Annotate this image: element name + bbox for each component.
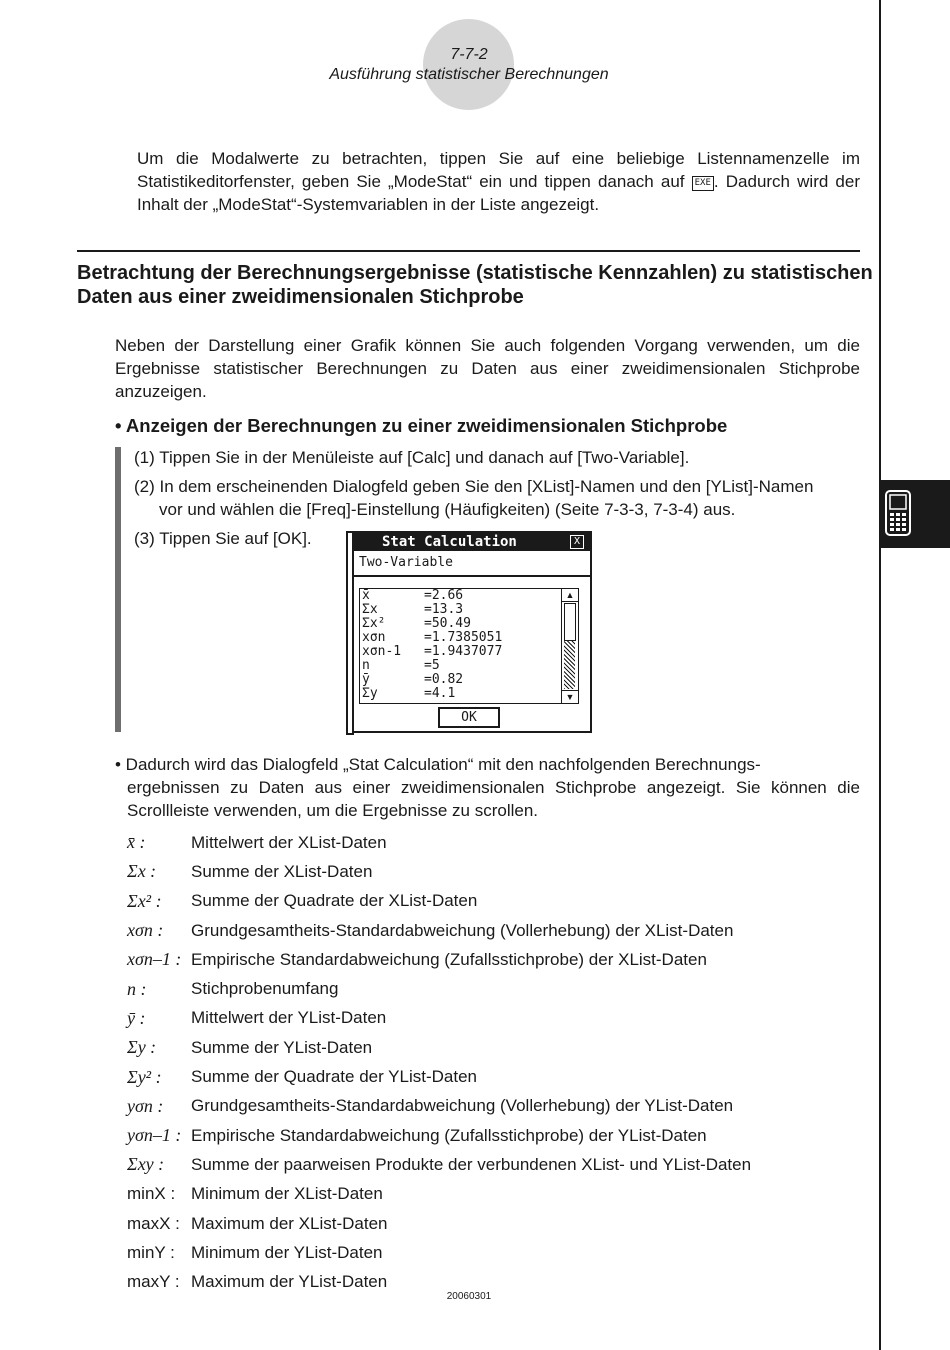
definition-row — [127, 1062, 867, 1091]
definition-row — [127, 1180, 867, 1209]
result-row — [360, 631, 578, 645]
result-row — [360, 673, 578, 687]
margin-rule — [879, 0, 881, 1350]
result-symbol: ȳ — [362, 672, 370, 687]
definition-text: Minimum der XList-Daten — [191, 1184, 383, 1204]
page-number: 7-7-2 — [450, 46, 488, 63]
definition-text: Mittelwert der YList-Daten — [191, 1008, 387, 1028]
definition-symbol: Σx : — [127, 861, 157, 882]
definition-symbol: xσn–1 : — [127, 949, 182, 970]
result-value: =1.7385051 — [424, 630, 503, 645]
definition-text: Summe der Quadrate der XList-Daten — [191, 891, 478, 911]
definition-text: Summe der YList-Daten — [191, 1037, 373, 1057]
definition-symbol: x̄ : — [127, 832, 146, 853]
definition-symbol: Σxy : — [127, 1154, 165, 1175]
section-title: Betrachtung der Berechnungsergebnisse (statistische Kennzahlen) zu statistischen Daten aus einer zweidimensionalen Stichprobe — [77, 262, 873, 308]
definition-row — [127, 1033, 867, 1062]
step-1: (1) Tippen Sie in der Menüleiste auf [Calc] und danach auf [Two-Variable]. — [134, 448, 690, 467]
result-value: =5 — [424, 658, 440, 673]
scroll-thumb[interactable] — [564, 603, 576, 641]
definition-symbol: yσn : — [127, 1095, 164, 1116]
definition-symbol: yσn–1 : — [127, 1125, 182, 1146]
definition-row — [127, 887, 867, 916]
dialog-mode: Two-Variable — [359, 555, 453, 570]
definition-symbol: Σy : — [127, 1037, 157, 1058]
definition-symbol: maxY : — [127, 1272, 180, 1292]
definition-text: Minimum der YList-Daten — [191, 1242, 383, 1262]
result-paragraph: • Dadurch wird das Dialogfeld „Stat Calculation“ mit den nachfolgenden Berechnungs- ergebnissen zu Daten aus einer zweidimensionalen Stichprobe angezeigt. Sie können die Scrollleiste verwenden, um die Ergebnisse zu scrollen. — [115, 755, 860, 820]
result-symbol: Σy — [362, 686, 378, 701]
dialog-title: Stat Calculation — [354, 533, 590, 551]
definition-row — [127, 974, 867, 1003]
definition-text: Summe der paarweisen Produkte der verbundenen XList- und YList-Daten — [191, 1154, 752, 1174]
definition-text: Empirische Standardabweichung (Zufallsstichprobe) der XList-Daten — [191, 949, 707, 969]
definition-list — [127, 828, 867, 1297]
definition-symbol: Σy² : — [127, 1066, 162, 1087]
definition-symbol: minY : — [127, 1242, 175, 1262]
definition-text: Mittelwert der XList-Daten — [191, 832, 387, 852]
definition-symbol: n : — [127, 978, 147, 999]
result-row — [360, 589, 578, 603]
result-row — [360, 687, 578, 701]
calculator-icon — [885, 490, 911, 536]
procedure-bar — [115, 447, 121, 732]
result-symbol: xσn — [362, 630, 386, 645]
definition-row — [127, 1092, 867, 1121]
result-row — [360, 645, 578, 659]
procedure-heading: • Anzeigen der Berechnungen zu einer zweidimensionalen Stichprobe — [115, 415, 728, 436]
close-icon[interactable]: X — [570, 535, 584, 549]
definition-text: Summe der Quadrate der YList-Daten — [191, 1067, 477, 1087]
result-value: =2.66 — [424, 588, 464, 603]
result-value: =1.9437077 — [424, 644, 503, 659]
stat-calculation-dialog — [352, 531, 592, 733]
result-value: =13.3 — [424, 602, 464, 617]
step-3: (3) Tippen Sie auf [OK]. — [134, 529, 312, 548]
definition-symbol: xσn : — [127, 920, 164, 941]
definition-text: Empirische Standardabweichung (Zufallsstichprobe) der YList-Daten — [191, 1125, 707, 1145]
definition-text: Grundgesamtheits-Standardabweichung (Vollerhebung) der YList-Daten — [191, 1096, 734, 1116]
definition-symbol: Σx² : — [127, 890, 162, 911]
definition-row — [127, 1121, 867, 1150]
arrow-down-icon[interactable]: ▼ — [562, 690, 578, 703]
definition-symbol: ȳ : — [127, 1007, 146, 1028]
dialog-separator — [354, 575, 590, 577]
definition-row — [127, 857, 867, 886]
definition-text: Maximum der XList-Daten — [191, 1213, 388, 1233]
result-symbol: x̄ — [362, 588, 370, 603]
result-symbol: Σx — [362, 602, 378, 617]
definition-text: Stichprobenumfang — [191, 979, 339, 999]
arrow-up-icon[interactable]: ▲ — [562, 589, 578, 602]
result-list — [359, 588, 579, 704]
definition-row — [127, 1150, 867, 1179]
definition-text: Grundgesamtheits-Standardabweichung (Vollerhebung) der XList-Daten — [191, 920, 734, 940]
definition-row — [127, 1004, 867, 1033]
result-row — [360, 603, 578, 617]
result-symbol: n — [362, 658, 370, 673]
result-value: =4.1 — [424, 686, 456, 701]
result-symbol: Σx² — [362, 616, 386, 631]
definition-row — [127, 1238, 867, 1267]
ok-button[interactable]: OK — [438, 707, 500, 728]
section-body: Neben der Darstellung einer Grafik können Sie auch folgenden Vorgang verwenden, um die Ergebnisse statistischer Berechnungen zu Daten aus einer zweidimensionalen Stichprobe anzuzeigen. — [115, 336, 860, 401]
footer-code: 20060301 — [446, 1291, 492, 1302]
section-divider — [77, 250, 860, 252]
definition-symbol: minX : — [127, 1184, 176, 1204]
definition-symbol: maxX : — [127, 1213, 180, 1233]
definition-row — [127, 916, 867, 945]
definition-row — [127, 828, 867, 857]
result-row — [360, 617, 578, 631]
exe-key-icon: EXE — [692, 176, 714, 191]
result-value: =50.49 — [424, 616, 471, 631]
scrollbar[interactable] — [561, 589, 578, 703]
header-circle — [423, 19, 514, 110]
chapter-title: Ausführung statistischer Berechnungen — [329, 66, 609, 83]
definition-row — [127, 945, 867, 974]
intro-paragraph: Um die Modalwerte zu betrachten, tippen Sie auf eine beliebige Listennamenzelle im Statistikeditorfenster, geben Sie „ModeStat“ ein und tippen danach auf EXE . Dadurch wird der Inhalt der „ModeStat“-Systemvariablen in der Liste angezeigt. — [137, 149, 861, 214]
chapter-tab — [881, 480, 950, 548]
result-value: =0.82 — [424, 672, 464, 687]
definition-text: Maximum der YList-Daten — [191, 1272, 388, 1292]
result-symbol: xσn-1 — [362, 644, 402, 659]
result-row — [360, 659, 578, 673]
definition-row — [127, 1209, 867, 1238]
definition-text: Summe der XList-Daten — [191, 861, 373, 881]
step-2: (2) In dem erscheinenden Dialogfeld geben Sie den [XList]-Namen und den [YList]-Namen vor und wählen die [Freq]-Einstellung (Häufigkeiten) (Seite 7-3-3, 7-3-4) aus. — [134, 477, 814, 519]
